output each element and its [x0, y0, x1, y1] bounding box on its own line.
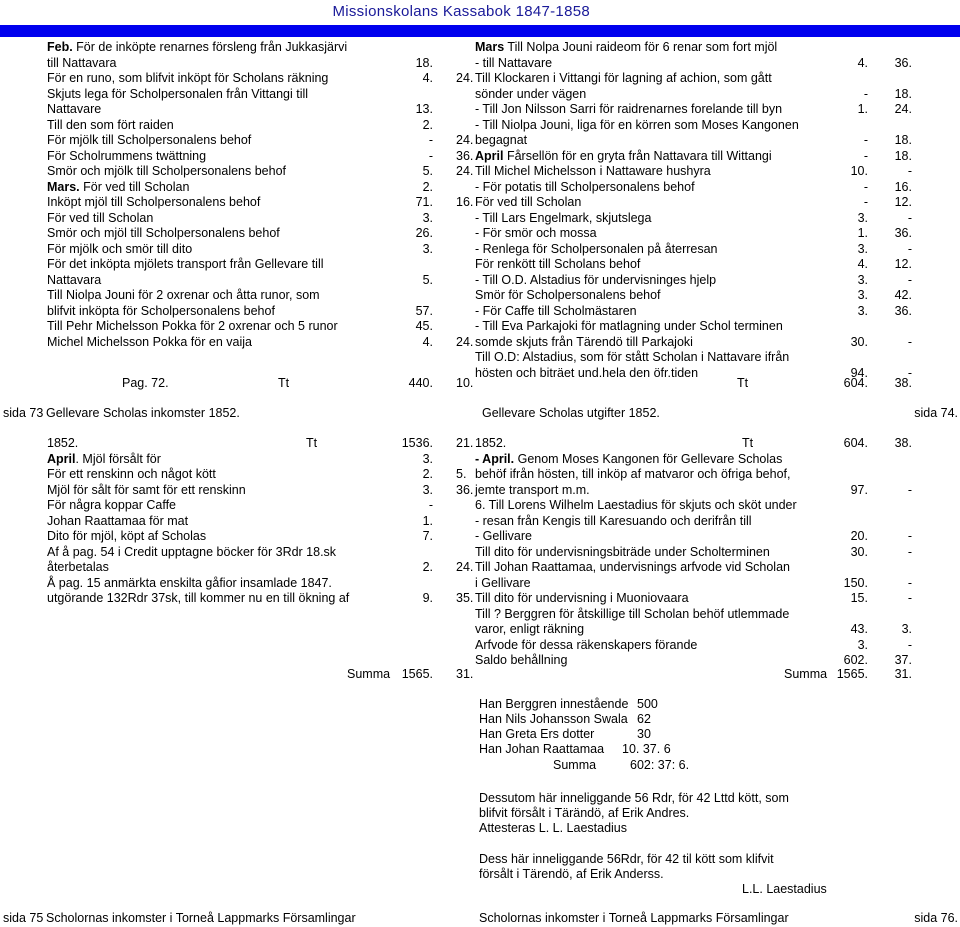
right-entry-text: - Renlega för Scholpersonalen på återresan — [475, 242, 718, 256]
left-entry-amount: 2. — [422, 118, 433, 132]
right-entry-amount: - — [863, 149, 868, 163]
income-entry-amount: 7. — [422, 529, 433, 543]
expense-entry-amount: 20. — [850, 529, 868, 543]
right-entry-text: - Till Jon Nilsson Sarri för raidrenarnes forelande till byn — [475, 102, 783, 116]
left-entry-text: Skjuts lega för Scholpersonalen från Vittangi till — [47, 87, 309, 101]
left-total-tt: Tt — [278, 376, 290, 390]
note-line: försålt i Tärendö, af Erik Anderss. — [479, 867, 664, 881]
income-entry-text: För ett renskinn och något kött — [47, 467, 216, 481]
expense-total-cents: 31. — [894, 667, 912, 681]
left-entry-text: till Nattavara — [47, 56, 117, 70]
income-total-label: Summa — [347, 667, 391, 681]
expense-entry-cents: - — [907, 545, 912, 559]
right-entry-text: April Fårsellön för en gryta från Nattavara till Wittangi — [475, 149, 772, 163]
right-entry-side: 24. — [456, 71, 474, 85]
expense-entry-amount: 30. — [850, 545, 868, 559]
left-entry-amount: 4. — [422, 335, 433, 349]
left-entry-text: För det inköpta mjölets transport från Gellevare till — [47, 257, 324, 271]
right-entry-text: - För Caffe till Scholmästaren — [475, 304, 637, 318]
right-entry-amount: 3. — [857, 304, 868, 318]
right-entry-text: hösten och biträet und.hela den öfr.tiden — [475, 366, 699, 380]
right-entry-amount: 4. — [857, 56, 868, 70]
left-entry-amount: 4. — [422, 71, 433, 85]
caption-right-title: Gellevare Scholas utgifter 1852. — [482, 406, 660, 420]
right-entry-cents: 18. — [894, 149, 912, 163]
left-entry-amount: 3. — [422, 211, 433, 225]
income-entry-amount: 9. — [422, 591, 433, 605]
expense-entry-text: 6. Till Lorens Wilhelm Laestadius för skjuts och sköt under — [475, 498, 797, 512]
right-total-amount: 604. — [843, 376, 868, 390]
left-entry-amount: 26. — [415, 226, 433, 240]
left-total-pag: Pag. 72. — [122, 376, 169, 390]
summary-total-label: Summa — [553, 758, 597, 772]
expense-entry-cents: 3. — [901, 622, 912, 636]
expense-entry-text: Arfvode för dessa räkenskapers förande — [475, 638, 698, 652]
right-total-side: 10. — [456, 376, 474, 390]
footer-right-page: sida 76. — [914, 911, 958, 925]
summary-total-value: 602: 37: 6. — [630, 758, 690, 772]
note-line: blifvit försålt i Tärändö, af Erik Andres. — [479, 806, 690, 820]
right-entry-amount: 3. — [857, 288, 868, 302]
income-entry-text: återbetalas — [47, 560, 109, 574]
expense-entry-text: behöf ifrån hösten, till inköp af matvaror och öfriga behof, — [475, 467, 791, 481]
right-entry-amount: - — [863, 133, 868, 147]
left-entry-text: Till Pehr Michelsson Pokka för 2 oxrenar och 5 runor — [47, 319, 338, 333]
left-entry-amount: 57. — [415, 304, 433, 318]
left-entry-text: Inköpt mjöl till Scholpersonalens behof — [47, 195, 261, 209]
right-entry-text: - För smör och mossa — [475, 226, 597, 240]
left-entry-text: Smör och mjöl till Scholpersonalens behof — [47, 226, 280, 240]
expense-entry-cents: - — [907, 576, 912, 590]
expense-entry-amount: 604. — [843, 436, 868, 450]
page-header: Missionskolans Kassabok 1847-1858 — [332, 3, 590, 20]
expense-entry-side: 36. — [456, 483, 474, 497]
left-entry-amount: 5. — [422, 273, 433, 287]
income-entry-amount: 1. — [422, 514, 433, 528]
right-entry-cents: 24. — [894, 102, 912, 116]
expense-entry-amount: 150. — [843, 576, 868, 590]
income-entry-text: utgörande 132Rdr 37sk, till kommer nu en till ökning af — [47, 591, 350, 605]
summary-row-value: 500 — [637, 697, 658, 711]
income-entry-text: Å pag. 15 anmärkta enskilta gåfior insamlade 1847. — [47, 576, 332, 590]
expense-entry-text: - April. Genom Moses Kangonen för Gellevare Scholas — [475, 452, 783, 466]
income-entry-text: Mjöl för sålt för samt för ett renskinn — [47, 483, 246, 497]
left-entry-amount: 2. — [422, 180, 433, 194]
expense-entry-amount: 3. — [857, 638, 868, 652]
expense-entry-amount: 15. — [850, 591, 868, 605]
expense-entry-cents: - — [907, 529, 912, 543]
left-entry-text: Till Niolpa Jouni för 2 oxrenar och åtta runor, som — [47, 288, 320, 302]
right-entry-text: Till Michel Michelsson i Nattaware hushyra — [475, 164, 711, 178]
expense-entry-text: - Gellivare — [475, 529, 532, 543]
expense-entry-tt: Tt — [742, 436, 754, 450]
summary-row-value: 30 — [637, 727, 651, 741]
top-band — [0, 25, 960, 37]
right-entry-side: 36. — [456, 149, 474, 163]
income-entry-text: För några koppar Caffe — [47, 498, 177, 512]
left-entry-text: För mjölk och smör till dito — [47, 242, 193, 256]
note-line: Dess här inneliggande 56Rdr, för 42 til kött som klifvit — [479, 852, 774, 866]
caption-left-title: Gellevare Scholas inkomster 1852. — [46, 406, 240, 420]
right-entry-text: sönder under vägen — [475, 87, 587, 101]
right-entry-cents: - — [907, 242, 912, 256]
right-entry-text: begagnat — [475, 133, 528, 147]
left-entry-text: Smör och mjölk till Scholpersonalens behof — [47, 164, 287, 178]
income-entry-text: 1852. — [47, 436, 79, 450]
left-entry-text: För mjölk till Scholpersonalens behof — [47, 133, 252, 147]
right-entry-side: 24. — [456, 335, 474, 349]
left-entry-text: Till den som fört raiden — [47, 118, 174, 132]
right-entry-amount: - — [863, 87, 868, 101]
right-entry-text: Smör för Scholpersonalens behof — [475, 288, 661, 302]
right-entry-cents: 12. — [894, 257, 912, 271]
income-entry-amount: 2. — [422, 467, 433, 481]
expense-entry-side: 24. — [456, 560, 474, 574]
right-entry-cents: 18. — [894, 87, 912, 101]
expense-entry-cents: 37. — [894, 653, 912, 667]
expense-entry-text: Till Johan Raattamaa, undervisnings arfvode vid Scholan — [475, 560, 790, 574]
expense-entry-text: Saldo behållning — [475, 653, 568, 667]
income-entry-text: Af å pag. 54 i Credit upptagne böcker för 3Rdr 18.sk — [47, 545, 337, 559]
income-entry-text: April. Mjöl försålt för — [47, 452, 161, 466]
right-entry-cents: 42. — [894, 288, 912, 302]
left-entry-amount: 18. — [415, 56, 433, 70]
right-entry-amount: 3. — [857, 211, 868, 225]
right-entry-amount: 3. — [857, 242, 868, 256]
right-entry-cents: 12. — [894, 195, 912, 209]
left-entry-amount: 5. — [422, 164, 433, 178]
right-entry-text: - Till O.D. Alstadius för undervisninges hjelp — [475, 273, 717, 287]
right-entry-amount: 3. — [857, 273, 868, 287]
right-entry-cents: 16. — [894, 180, 912, 194]
right-entry-text: - För potatis till Scholpersonalens behof — [475, 180, 695, 194]
right-entry-text: - Till Niolpa Jouni, liga för en körren som Moses Kangonen — [475, 118, 799, 132]
right-entry-text: Till Klockaren i Vittangi för lagning af achion, som gått — [475, 71, 772, 85]
left-entry-amount: 13. — [415, 102, 433, 116]
income-entry-tt: Tt — [306, 436, 318, 450]
right-entry-text: Till O.D: Alstadius, som för stått Scholan i Nattavare ifrån — [475, 350, 790, 364]
summary-row-name: Han Nils Johansson Swala — [479, 712, 628, 726]
expense-entry-text: - resan från Kengis till Karesuando och derifrån till — [475, 514, 752, 528]
expense-entry-amount: 43. — [850, 622, 868, 636]
footer-left-title: Scholornas inkomster i Torneå Lappmarks Församlingar — [46, 911, 356, 925]
income-total-amount: 1565. — [401, 667, 433, 681]
income-entry-amount: - — [428, 498, 433, 512]
expense-entry-side: 5. — [456, 467, 467, 481]
expense-total-label: Summa — [784, 667, 828, 681]
left-entry-text: För Scholrummens twättning — [47, 149, 207, 163]
right-entry-cents: 18. — [894, 133, 912, 147]
right-entry-side: 16. — [456, 195, 474, 209]
right-entry-amount: 1. — [857, 102, 868, 116]
left-entry-text: För en runo, som blifvit inköpt för Scholans räkning — [47, 71, 329, 85]
expense-entry-side: 35. — [456, 591, 474, 605]
right-entry-amount: 1. — [857, 226, 868, 240]
right-entry-amount: 4. — [857, 257, 868, 271]
left-entry-text: Nattavare — [47, 102, 102, 116]
income-entry-amount: 3. — [422, 483, 433, 497]
left-entry-amount: 71. — [415, 195, 433, 209]
right-entry-amount: 30. — [850, 335, 868, 349]
footer-right-title: Scholornas inkomster i Torneå Lappmarks Församlingar — [479, 911, 789, 925]
income-entry-amount: 1536. — [401, 436, 433, 450]
signature: L.L. Laestadius — [742, 882, 827, 896]
expense-total-side: 31. — [456, 667, 474, 681]
expense-entry-side: 21. — [456, 436, 474, 450]
income-entry-amount: 2. — [422, 560, 433, 574]
summary-row-name: Han Johan Raattamaa — [479, 742, 605, 756]
expense-entry-text: Till dito för undervisningsbiträde under Scholterminen — [475, 545, 770, 559]
expense-entry-text: varor, enligt räkning — [475, 622, 585, 636]
left-entry-text: Nattavara — [47, 273, 102, 287]
right-entry-text: Mars Till Nolpa Jouni raideom för 6 renar som fort mjöl — [475, 40, 778, 54]
right-entry-cents: - — [907, 366, 912, 380]
expense-entry-text: Till dito för undervisning i Muoniovaara — [475, 591, 689, 605]
left-entry-amount: 3. — [422, 242, 433, 256]
left-entry-amount: 45. — [415, 319, 433, 333]
income-entry-text: Dito för mjöl, köpt af Scholas — [47, 529, 207, 543]
right-entry-cents: - — [907, 335, 912, 349]
left-entry-text: Mars. För ved till Scholan — [47, 180, 190, 194]
right-entry-cents: - — [907, 164, 912, 178]
summary-row-name: Han Berggren innestående — [479, 697, 629, 711]
right-entry-text: - Till Lars Engelmark, skjutslega — [475, 211, 652, 225]
right-entry-text: För renkött till Scholans behof — [475, 257, 641, 271]
summary-row-value: 62 — [637, 712, 651, 726]
summary-row-value: 10. 37. 6 — [622, 742, 671, 756]
expense-entry-cents: - — [907, 483, 912, 497]
expense-entry-cents: - — [907, 638, 912, 652]
left-entry-text: Feb. För de inköpte renarnes försleng från Jukkasjärvi — [47, 40, 348, 54]
left-entry-text: Michel Michelsson Pokka för en vaija — [47, 335, 252, 349]
right-entry-side: 24. — [456, 164, 474, 178]
right-entry-cents: 36. — [894, 226, 912, 240]
right-entry-text: somde skjuts från Tärendö till Parkajoki — [475, 335, 693, 349]
expense-entry-amount: 97. — [850, 483, 868, 497]
right-entry-amount: - — [863, 195, 868, 209]
expense-total-amount: 1565. — [836, 667, 868, 681]
right-entry-amount: - — [863, 180, 868, 194]
left-entry-text: För ved till Scholan — [47, 211, 154, 225]
left-total-sum: 440. — [408, 376, 433, 390]
expense-entry-text: jemte transport m.m. — [475, 483, 590, 497]
caption-left-page: sida 73 — [3, 406, 44, 420]
expense-entry-text: Till ? Berggren för åtskillige till Scholan behöf utlemmade — [475, 607, 790, 621]
right-entry-cents: - — [907, 273, 912, 287]
expense-entry-text: i Gellivare — [475, 576, 531, 590]
right-entry-side: 24. — [456, 133, 474, 147]
left-entry-amount: - — [428, 149, 433, 163]
right-entry-cents: - — [907, 211, 912, 225]
right-entry-text: - Till Eva Parkajoki för matlagning under Schol terminen — [475, 319, 783, 333]
expense-entry-cents: 38. — [894, 436, 912, 450]
income-entry-text: Johan Raattamaa för mat — [47, 514, 189, 528]
expense-entry-amount: 602. — [843, 653, 868, 667]
right-entry-amount: 94. — [850, 366, 868, 380]
footer-left-page: sida 75 — [3, 911, 44, 925]
right-entry-cents: 36. — [894, 56, 912, 70]
expense-entry-cents: - — [907, 591, 912, 605]
caption-right-page: sida 74. — [914, 406, 958, 420]
right-entry-amount: 10. — [850, 164, 868, 178]
right-total-cents: 38. — [894, 376, 912, 390]
right-entry-cents: 36. — [894, 304, 912, 318]
left-entry-text: blifvit inköpta för Scholpersonalens behof — [47, 304, 275, 318]
summary-row-name: Han Greta Ers dotter — [479, 727, 595, 741]
note-line: Attesteras L. L. Laestadius — [479, 821, 628, 835]
left-entry-amount: - — [428, 133, 433, 147]
right-entry-text: För ved till Scholan — [475, 195, 582, 209]
income-entry-amount: 3. — [422, 452, 433, 466]
expense-entry-text: 1852. — [475, 436, 507, 450]
right-entry-text: - till Nattavare — [475, 56, 553, 70]
right-total-tt: Tt — [737, 376, 749, 390]
note-line: Dessutom här inneliggande 56 Rdr, för 42 Lttd kött, som — [479, 791, 789, 805]
